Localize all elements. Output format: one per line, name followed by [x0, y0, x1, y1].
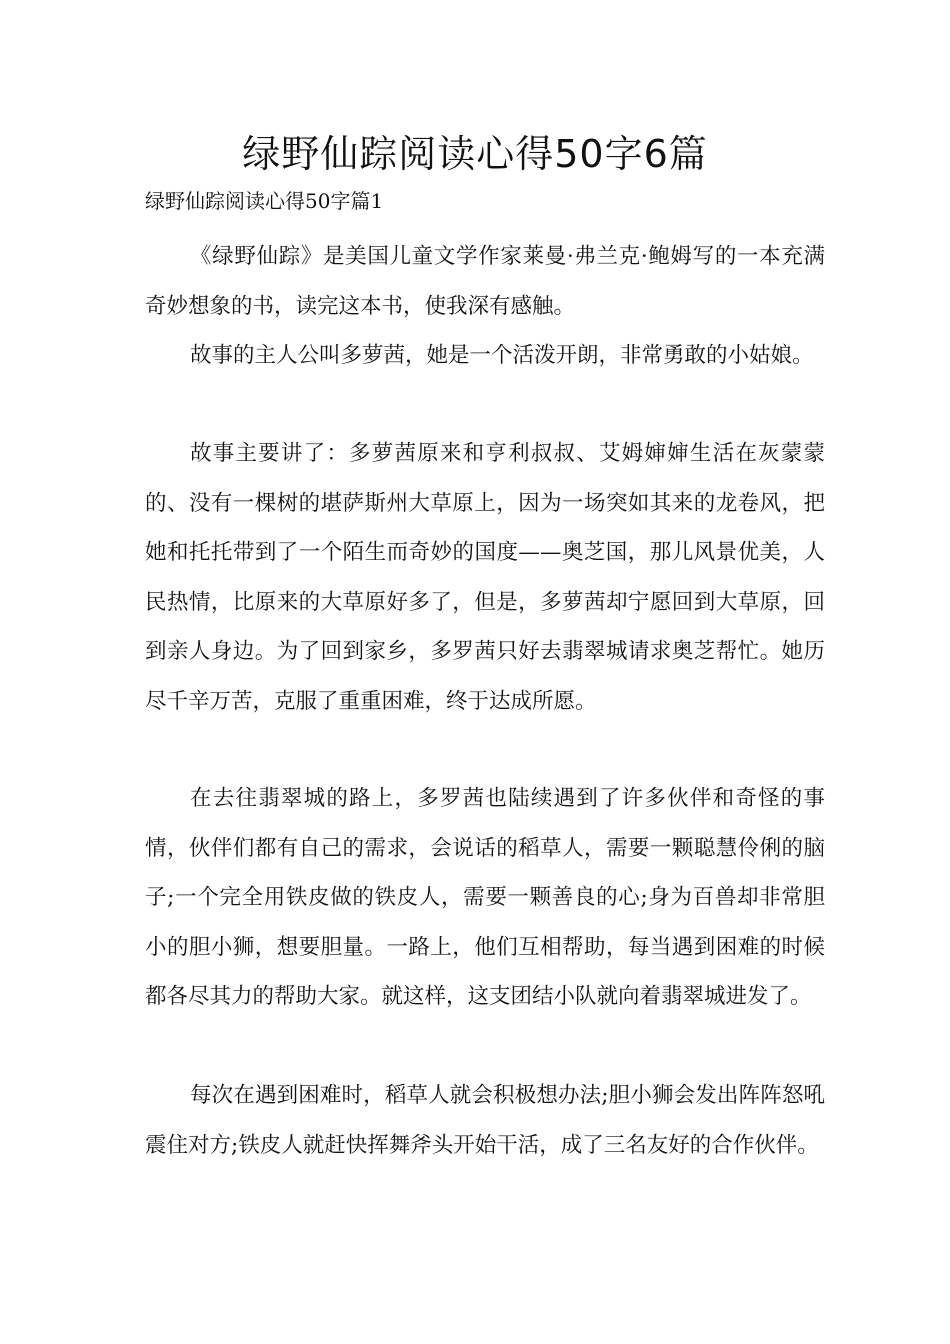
- paragraph-protagonist: 故事的主人公叫多萝茜，她是一个活泼开朗，非常勇敢的小姑娘。: [190, 343, 814, 368]
- paragraph-plot: 故事主要讲了：多萝茜原来和亨利叔叔、艾姆婶婶生活在灰蒙蒙的、没有一棵树的堪萨斯州大草原上，因为一场突如其来的龙卷风，把她和托托带到了一个陌生而奇妙的国度——奥芝国，那儿风景优美，人民热情，比原来的大草原好多了，但是，多萝茜却宁愿回到大草原，回到亲人身边。为了回到家乡，多罗茜只好去翡翠城请求奥芝帮忙。她历尽千辛万苦，克服了重重困难，终于达成所愿。: [145, 441, 825, 714]
- paragraph-companions: 在去往翡翠城的路上，多罗茜也陆续遇到了许多伙伴和奇怪的事情，伙伴们都有自己的需求，会说话的稻草人，需要一颗聪慧伶俐的脑子;一个完全用铁皮做的铁皮人，需要一颗善良的心;身为百兽却非常胆小的胆小狮，想要胆量。一路上，他们互相帮助，每当遇到困难的时候都各尽其力的帮助大家。就这样，这支团结小队就向着翡翠城进发了。: [145, 786, 825, 1009]
- paragraph-teamwork: 每次在遇到困难时，稻草人就会积极想办法;胆小狮会发出阵阵怒吼震住对方;铁皮人就赶快挥舞斧头开始干活，成了三名友好的合作伙伴。: [145, 1083, 825, 1158]
- paragraph-intro: 《绿野仙踪》是美国儿童文学作家莱曼·弗兰克·鲍姆写的一本充满奇妙想象的书，读完这本书，使我深有感触。: [145, 244, 825, 319]
- section-heading: 绿野仙踪阅读心得50字篇1: [145, 189, 384, 213]
- document-title: 绿野仙踪阅读心得50字6篇: [242, 132, 708, 176]
